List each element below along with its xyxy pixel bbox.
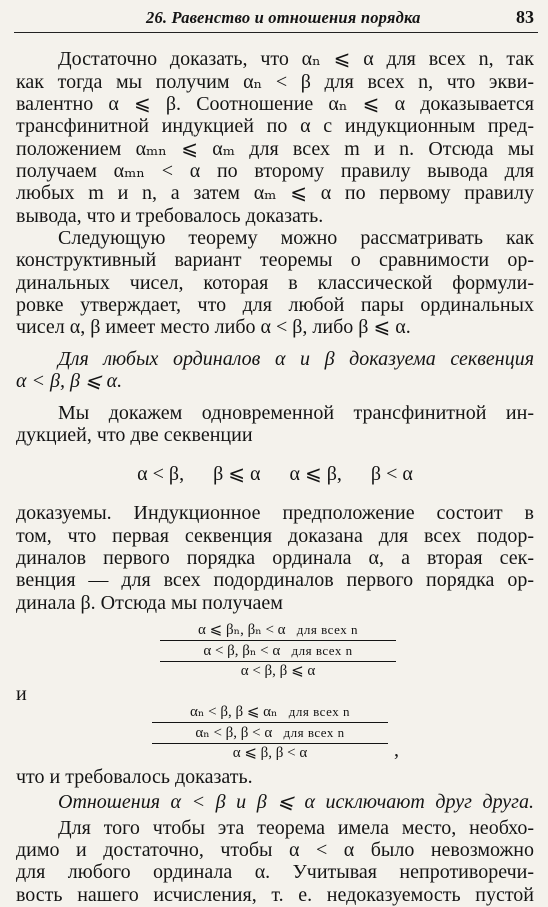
- premise-formula: α ⩽ βₙ, βₙ < α: [198, 622, 286, 638]
- premise-line: [150, 702, 390, 722]
- text-line: получаем αₘₙ < α по второму правилу вывода для: [16, 160, 534, 182]
- premise-line: [150, 723, 390, 743]
- text-line: любых m и n, а затем αₘ ⩽ α по первому правилу: [16, 182, 534, 204]
- text-line: что и требовалось доказать.: [16, 766, 253, 788]
- text-line: динала β. Отсюда мы получаем: [16, 592, 283, 614]
- formula-part: α < β,: [137, 463, 185, 485]
- formula-part: α ⩽ β,: [289, 463, 342, 485]
- text-line: диналов первого порядка ординала α, а вторая сек-: [16, 547, 534, 569]
- trailing-comma: ,: [394, 739, 399, 761]
- premise-quantifier: для всех n: [296, 622, 358, 637]
- theorem-line: Для любых ординалов α и β доказуема секвенция: [58, 348, 534, 370]
- text-line: трансфинитной индукцией по α с индукционным пред-: [16, 115, 534, 137]
- premise-quantifier: для всех n: [291, 643, 353, 658]
- text-line: Мы докажем одновременной трансфинитной ин-: [58, 402, 534, 424]
- premise-formula: αₙ < β, β ⩽ αₙ: [190, 704, 278, 720]
- page-number: 83: [516, 7, 534, 27]
- text-line: димо и достаточно, чтобы α < α было невозможно: [16, 839, 534, 861]
- premise-line: [158, 641, 398, 661]
- formula-part: β ⩽ α: [213, 463, 261, 485]
- conjunction: и: [16, 683, 27, 705]
- display-formula: [16, 462, 534, 486]
- premise-formula: α < β, βₙ < α: [203, 643, 281, 659]
- text-line: Достаточно доказать, что αₙ ⩽ α для всех n, так: [58, 48, 534, 70]
- theorem-line: Отношения α < β и β ⩽ α исключают друг друга.: [58, 791, 534, 813]
- text-line: вывода, что и требовалось доказать.: [16, 205, 324, 227]
- premise-quantifier: для всех n: [288, 704, 350, 719]
- derivation-1: [158, 620, 398, 682]
- running-title: 26. Равенство и отношения порядка: [146, 8, 421, 27]
- text-line: Следующую теорему можно рассматривать как: [58, 227, 534, 249]
- text-line: Для того чтобы эта теорема имела место, необхо-: [58, 817, 534, 839]
- text-line: ровке утверждает, что для любой пары ординальных: [16, 294, 534, 316]
- text-line: том, что первая секвенция доказана для всех подор-: [16, 525, 534, 547]
- premise-formula: αₙ < β, β < α: [195, 725, 273, 741]
- text-line: динальных чисел, которая в классической формули-: [16, 272, 534, 294]
- text-line: доказуемы. Индукционное предположение состоит в: [16, 502, 534, 524]
- text-line: валентно α ⩽ β. Соотношение αₙ ⩽ α доказывается: [16, 93, 534, 115]
- text-line: конструктивный вариант теоремы о сравнимости ор-: [16, 249, 534, 271]
- text-line: для любого ординала α. Учитывая непротиворечи-: [16, 861, 534, 883]
- text-line: венция — для всех подординалов первого порядка ор-: [16, 569, 534, 591]
- premise-quantifier: для всех n: [283, 725, 345, 740]
- derivation-2: [150, 702, 390, 764]
- text-line: положением αₘₙ ⩽ αₘ для всех m и n. Отсюда мы: [16, 138, 534, 160]
- conclusion-formula: α < β, β ⩽ α: [240, 663, 316, 679]
- premise-line: [158, 620, 398, 640]
- formula-part: β < α: [370, 463, 413, 485]
- text-line: как тогда мы получим αₙ < β для всех n, что экви-: [16, 71, 534, 93]
- text-line: чисел α, β имеет место либо α < β, либо β ⩽ α.: [16, 316, 411, 338]
- text-line: дукцией, что две секвенции: [16, 424, 253, 446]
- theorem-line: α < β, β ⩽ α.: [16, 370, 123, 392]
- text-line: вость нашего исчисления, т. е. недоказуемость пустой: [16, 884, 534, 906]
- conclusion-formula: α ⩽ β, β < α: [232, 745, 308, 761]
